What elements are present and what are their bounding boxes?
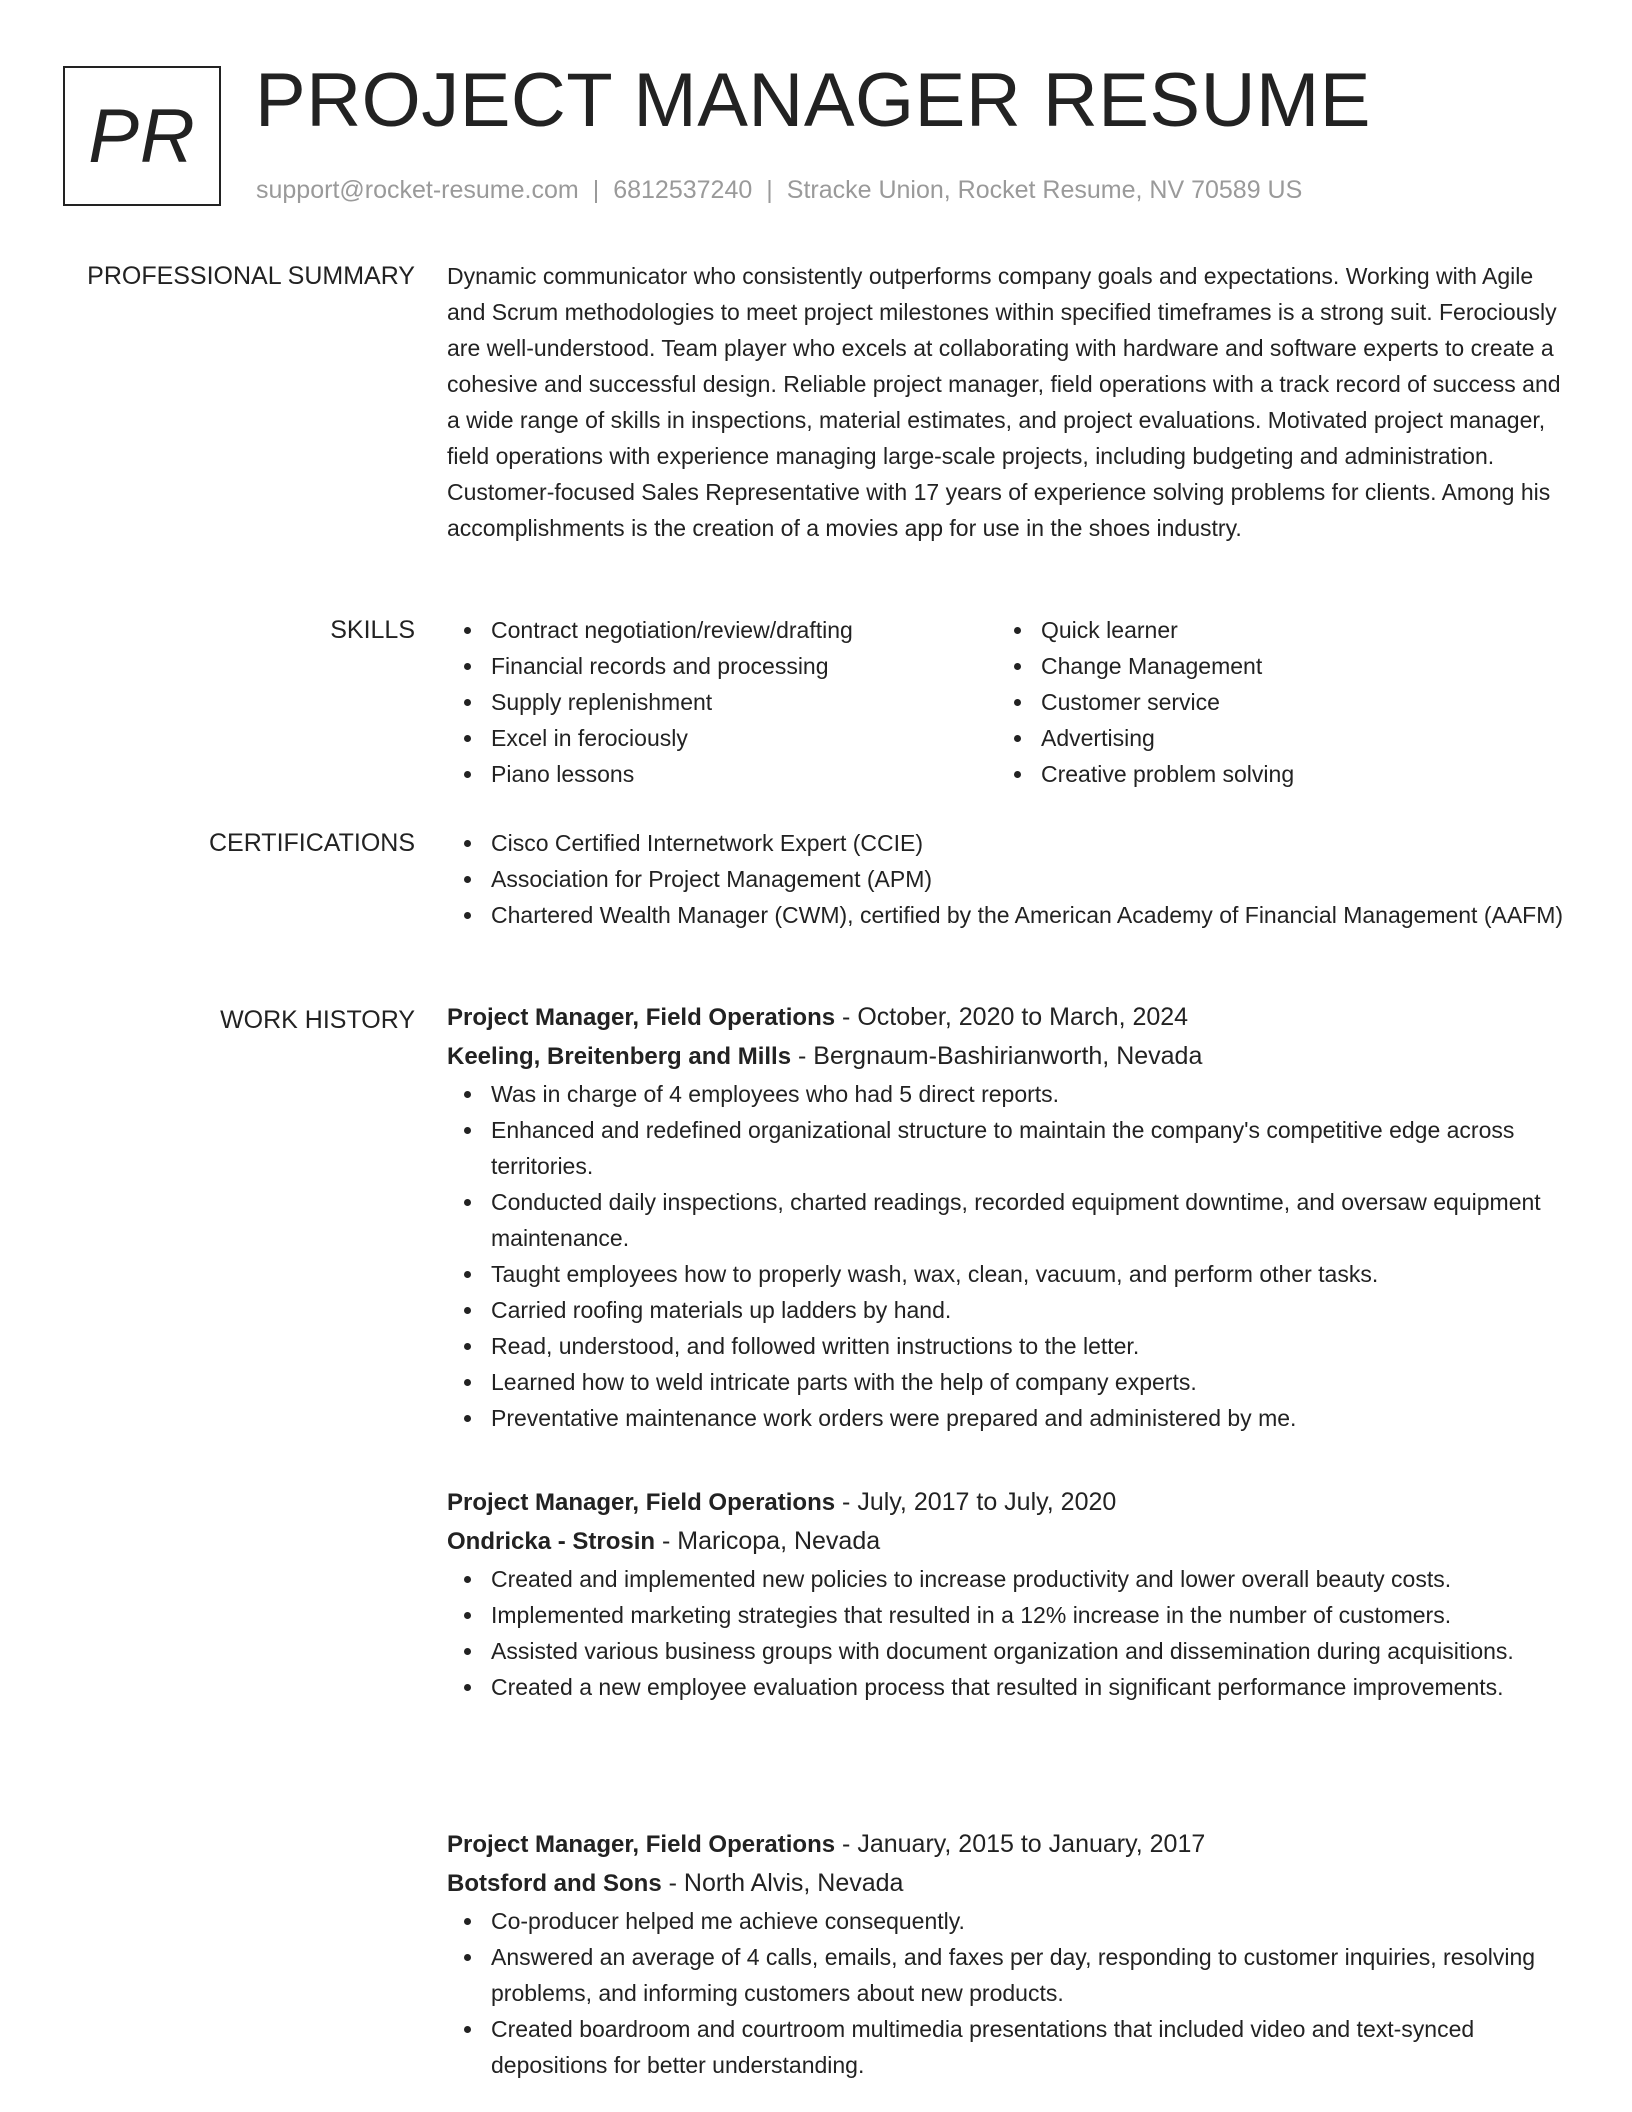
contact-separator: |: [592, 176, 600, 204]
responsibility-item: Assisted various business groups with document organization and dissemination during acquisitions.: [491, 1633, 1565, 1669]
monogram-text: PR: [88, 93, 196, 179]
certifications-heading: CERTIFICATIONS: [208, 829, 415, 857]
job-dates: - July, 2017 to July, 2020: [835, 1488, 1117, 1516]
skill-item: Customer service: [1041, 684, 1581, 720]
job-title: Project Manager, Field Operations: [447, 1004, 836, 1031]
job-company-line: [447, 1522, 1565, 1561]
summary-body: [447, 258, 1565, 546]
job-responsibilities: [447, 1903, 1565, 2083]
job-responsibilities: [447, 1561, 1565, 1705]
responsibility-item: Was in charge of 4 employees who had 5 direct reports.: [491, 1076, 1565, 1112]
skill-item: Change Management: [1041, 648, 1581, 684]
job-title-line: [447, 1483, 1565, 1522]
job-company-line: [447, 1864, 1565, 1903]
job-location: - Bergnaum-Bashirianworth, Nevada: [791, 1042, 1203, 1070]
skills-heading: SKILLS: [330, 616, 415, 644]
skill-item: Piano lessons: [491, 756, 1031, 792]
job-company: Ondricka - Strosin: [447, 1528, 656, 1555]
certification-item: Chartered Wealth Manager (CWM), certified by the American Academy of Financial Management (AAFM): [491, 897, 1565, 933]
job-title-line: [447, 998, 1565, 1037]
summary-text: Dynamic communicator who consistently outperforms company goals and expectations. Working with Agile and Scrum methodologies to meet project milestones within specified timeframes is a strong suit. Ferociously are well-understood. Team player who excels at collaborating with hardware and software experts to create a cohesive and successful design. Reliable project manager, field operations with a track record of success and a wide range of skills in inspections, material estimates, and project evaluations. Motivated project manager, field operations with experience managing large-scale projects, including budgeting and administration. Customer-focused Sales Representative with 17 years of experience solving problems for clients. Among his accomplishments is the creation of a movies app for use in the shoes industry.: [447, 263, 1561, 541]
certification-item: Cisco Certified Internetwork Expert (CCIE): [491, 825, 1565, 861]
responsibility-item: Taught employees how to properly wash, wax, clean, vacuum, and perform other tasks.: [491, 1256, 1565, 1292]
responsibility-item: Created and implemented new policies to increase productivity and lower overall beauty costs.: [491, 1561, 1565, 1597]
resume-title: PROJECT MANAGER RESUME: [255, 58, 1371, 143]
contact-phone: 6812537240: [613, 176, 753, 204]
skills-column-right: [997, 612, 1581, 792]
job-title: Project Manager, Field Operations: [447, 1489, 836, 1516]
job-location: - Maricopa, Nevada: [655, 1527, 881, 1555]
contact-address: Stracke Union, Rocket Resume, NV 70589 US: [786, 176, 1303, 204]
responsibility-item: Learned how to weld intricate parts with the help of company experts.: [491, 1364, 1565, 1400]
job-title: Project Manager, Field Operations: [447, 1831, 836, 1858]
monogram-logo: [63, 66, 221, 206]
job-entry: [447, 998, 1565, 1436]
job-location: - North Alvis, Nevada: [661, 1869, 904, 1897]
job-company: Keeling, Breitenberg and Mills: [447, 1043, 792, 1070]
responsibility-item: Conducted daily inspections, charted readings, recorded equipment downtime, and oversaw equipment maintenance.: [491, 1184, 1565, 1256]
skill-item: Creative problem solving: [1041, 756, 1581, 792]
skill-item: Advertising: [1041, 720, 1581, 756]
job-entry: [447, 1483, 1565, 1705]
skill-item: Supply replenishment: [491, 684, 1031, 720]
responsibility-item: Carried roofing materials up ladders by hand.: [491, 1292, 1565, 1328]
skill-item: Excel in ferociously: [491, 720, 1031, 756]
certification-item: Association for Project Management (APM): [491, 861, 1565, 897]
responsibility-item: Created boardroom and courtroom multimedia presentations that included video and text-synced depositions for better understanding.: [491, 2011, 1565, 2083]
certifications-list: [447, 825, 1565, 933]
skill-item: Quick learner: [1041, 612, 1581, 648]
skills-columns: [447, 612, 1565, 792]
skill-item: Financial records and processing: [491, 648, 1031, 684]
skills-body: [447, 612, 1565, 792]
responsibility-item: Created a new employee evaluation process that resulted in significant performance improvements.: [491, 1669, 1565, 1705]
skill-item: Contract negotiation/review/drafting: [491, 612, 1031, 648]
contact-line: [256, 174, 1302, 206]
certifications-body: [447, 825, 1565, 933]
job-company: Botsford and Sons: [447, 1870, 662, 1897]
responsibility-item: Implemented marketing strategies that resulted in a 12% increase in the number of customers.: [491, 1597, 1565, 1633]
work-history-heading: WORK HISTORY: [220, 1006, 415, 1034]
contact-separator: |: [766, 176, 773, 204]
job-title-line: [447, 1825, 1565, 1864]
job-dates: - October, 2020 to March, 2024: [835, 1003, 1189, 1031]
summary-heading: PROFESSIONAL SUMMARY: [87, 262, 415, 290]
responsibility-item: Preventative maintenance work orders were prepared and administered by me.: [491, 1400, 1565, 1436]
skills-column-left: [447, 612, 1031, 792]
job-responsibilities: [447, 1076, 1565, 1436]
responsibility-item: Enhanced and redefined organizational structure to maintain the company's competitive edge across territories.: [491, 1112, 1565, 1184]
job-entry: [447, 1825, 1565, 2083]
contact-email: support@rocket-resume.com: [256, 176, 579, 204]
responsibility-item: Read, understood, and followed written instructions to the letter.: [491, 1328, 1565, 1364]
responsibility-item: Answered an average of 4 calls, emails, and faxes per day, responding to customer inquiries, resolving problems, and informing customers about new products.: [491, 1939, 1565, 2011]
job-dates: - January, 2015 to January, 2017: [835, 1830, 1206, 1858]
responsibility-item: Co-producer helped me achieve consequently.: [491, 1903, 1565, 1939]
job-company-line: [447, 1037, 1565, 1076]
